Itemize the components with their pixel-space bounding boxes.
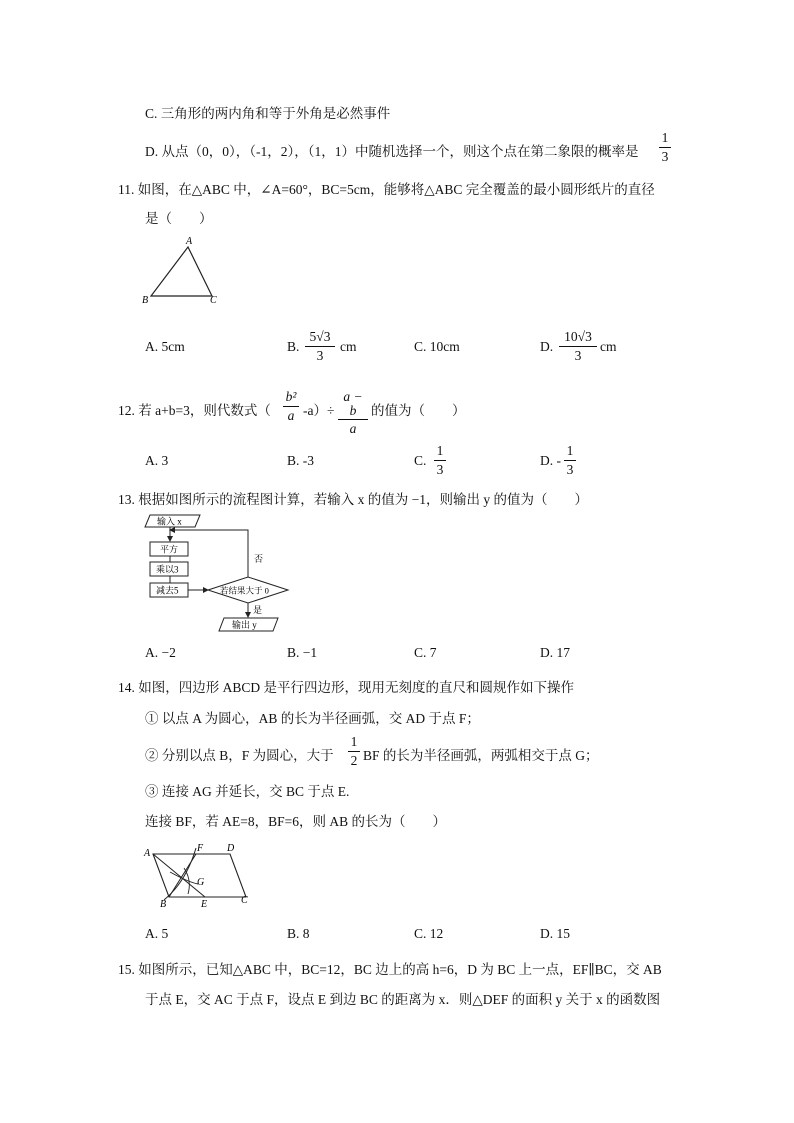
q14-step2-part2: BF 的长为半径画弧，两弧相交于点 G； [363,748,599,763]
triangle-abc [151,247,212,296]
vertex-label-a: A [144,848,151,859]
q11-option-a: A. 5cm [145,339,185,354]
q13-option-a: A. −2 [145,645,176,660]
q13-option-b: B. −1 [287,645,318,660]
q14-step3: ③ 连接 AG 并延长，交 BC 于点 E. [145,784,350,799]
q15-stem-line2: 于点 E，交 AC 于点 F，设点 E 到边 BC 的距离为 x．则△DEF 的面积 y 关于 x 的函数图 [145,992,661,1007]
q14-step1: ① 以点 A 为圆心，AB 的长为半径画弧，交 AD 于点 F； [145,711,480,726]
q11-option-b-label: B. [287,339,300,354]
q12-option-b: B. -3 [287,453,314,468]
fraction-denominator: 2 [350,752,358,768]
fraction-denominator: 3 [316,347,324,363]
q13-flowchart [140,510,300,638]
q11-option-d-label: D. [540,339,554,354]
fraction-denominator: 3 [661,148,669,164]
q14-option-c: C. 12 [414,926,444,941]
flow-times3-label: 乘以3 [156,564,179,575]
q12-option-a: A. 3 [145,453,169,468]
flow-minus5-label: 减去5 [156,585,179,596]
q14-step2-part1: ② 分别以点 B，F 为圆心，大于 [145,748,334,763]
parallelogram-abcd [153,854,246,897]
q10-option-c: C. 三角形的两内角和等于外角是必然事件 [145,106,391,121]
fraction-denominator: 3 [566,461,574,477]
vertex-label-f: F [197,843,204,854]
fraction-numerator: 10√3 [559,330,597,347]
fraction-numerator: 1 [348,735,360,752]
fraction-numerator: 1 [659,131,671,148]
fraction-numerator: a − b [338,390,368,420]
q14-stem: 14. 如图，四边形 ABCD 是平行四边形，现用无刻度的直尺和圆规作如下操作 [118,680,575,695]
q14-option-d: D. 15 [540,926,570,941]
fraction-numerator: 1 [434,444,446,461]
q12-fraction-2 [338,390,368,436]
vertex-label-d: D [227,843,235,854]
flow-output-label: 输出 y [232,620,257,630]
arc-from-a [164,848,196,900]
fraction-denominator: 3 [436,461,444,477]
vertex-label-b: B [160,899,167,910]
q15-stem-line1: 15. 如图所示，已知△ABC 中，BC=12，BC 边上的高 h=6，D 为 BC 上一点，EF∥BC，交 AB [118,962,662,977]
q14-option-b: B. 8 [287,926,310,941]
vertex-label-c: C [210,295,217,306]
fraction-denominator: 3 [574,347,582,363]
vertex-label-c: C [241,895,248,906]
q12-stem-tail: 的值为（ ） [371,403,466,418]
flow-yes-label: 是 [253,605,263,615]
q12-option-c-label: C. [414,453,427,468]
q11-stem-line2: 是（ ） [145,211,213,226]
vertex-label-b: B [142,295,149,306]
fraction-denominator: a [349,421,357,436]
fraction-denominator: a [287,407,295,423]
vertex-label-a: A [186,236,193,247]
vertex-label-e: E [201,899,208,910]
q11-stem-line1: 11. 如图，在△ABC 中，∠A=60°，BC=5cm，能够将△ABC 完全覆盖的最小圆形纸片的直径 [118,182,655,197]
fraction-numerator: 5√3 [305,330,335,347]
flow-no-loop [170,530,248,577]
q12-option-d-fraction [564,444,576,476]
q11-option-c: C. 10cm [414,339,460,354]
q12-stem-lead: 12. 若 a+b=3，则代数式（ [118,403,271,418]
fraction-numerator: 1 [564,444,576,461]
q13-option-d: D. 17 [540,645,570,660]
q12-option-c-fraction [434,444,446,476]
q12-stem-middle: -a）÷ [303,403,335,418]
q11-option-b-unit: cm [340,339,357,354]
q14-option-a: A. 5 [145,926,169,941]
flow-no-label: 否 [254,554,264,564]
q11-option-d-fraction [559,330,597,362]
q14-parallelogram-figure [140,840,258,910]
q13-stem: 13. 根据如图所示的流程图计算，若输入 x 的值为 −1，则输出 y 的值为（ ） [118,492,588,507]
flow-input-label: 输入 x [157,516,182,527]
q14-question: 连接 BF，若 AE=8，BF=6，则 AB 的长为（ ） [145,814,447,829]
q10-option-d-fraction [659,131,671,163]
flow-decision-label: 若结果大于 0 [220,585,269,596]
q12-option-d-label: D. - [540,453,561,468]
fraction-numerator: b² [283,390,299,407]
q11-option-d-unit: cm [600,339,617,354]
q13-option-c: C. 7 [414,645,437,660]
q11-triangle-figure [140,232,230,307]
q11-option-b-fraction [305,330,335,362]
q12-fraction-1 [283,390,299,422]
q10-option-d: D. 从点（0，0），（-1，2），（1，1）中随机选择一个，则这个点在第二象限的概率是 [145,144,639,159]
flow-square-label: 平方 [160,544,179,555]
q14-step2-fraction [348,735,360,767]
vertex-label-g: G [197,877,205,888]
